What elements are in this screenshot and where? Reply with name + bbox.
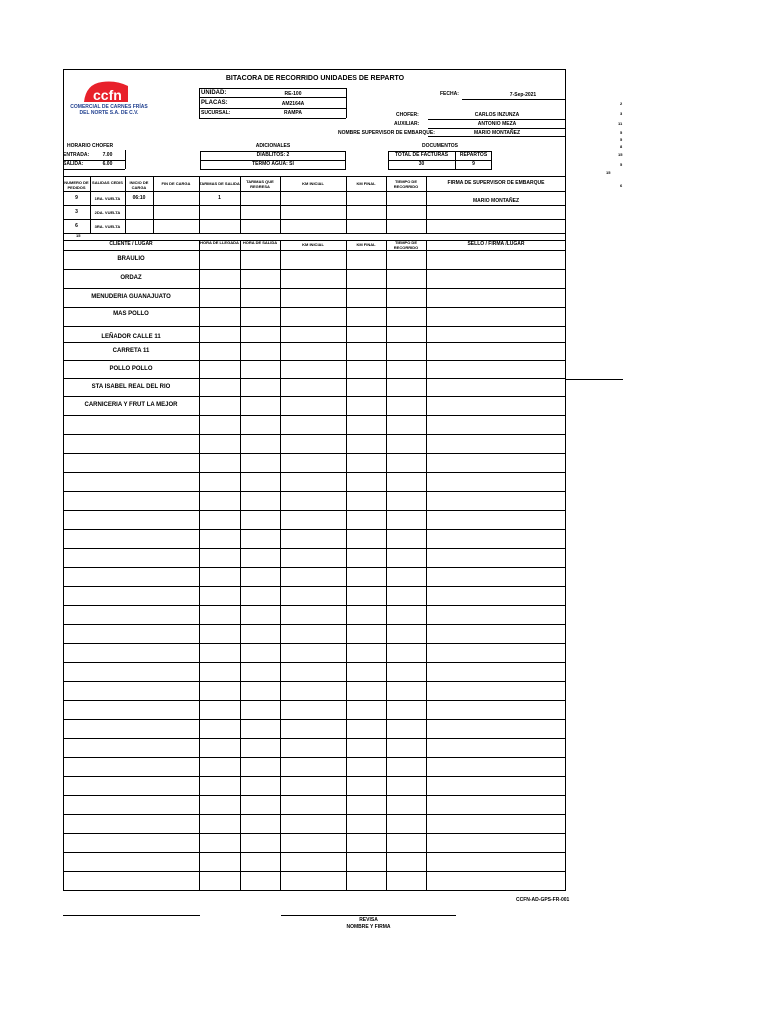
- salida-label: SALIDA:: [63, 161, 84, 167]
- hdr-numero-pedidos: NUMERO DE PEDIDOS: [64, 180, 89, 190]
- client-row-line: [63, 738, 566, 739]
- placas-value: AM2164A: [281, 101, 305, 107]
- client-row-line: [63, 681, 566, 682]
- revisa-label: REVISA: [359, 917, 378, 923]
- client-2: ORDAZ: [120, 275, 142, 281]
- placas-label: PLACAS:: [201, 100, 228, 106]
- svg-text:ccfn: ccfn: [93, 87, 122, 103]
- client-8: STA ISABEL REAL DEL RIO: [91, 384, 171, 390]
- trip-row2-salida: 2DA. VUELTA: [94, 210, 121, 215]
- client-7: POLLO POLLO: [109, 366, 153, 372]
- entrada-value: 7.00: [102, 152, 113, 158]
- trip-row3-pedidos: 6: [75, 223, 78, 229]
- client-row-line: [63, 586, 566, 587]
- client-row-line: [63, 852, 566, 853]
- hdr-firma-supervisor: FIRMA DE SUPERVISOR DE EMBARQUE: [447, 180, 545, 186]
- termo-value: TERMO AGUA: SI: [252, 161, 294, 167]
- hdr-hora-salida: HORA DE SALIDA: [242, 240, 278, 245]
- company-name-line1: COMERCIAL DE CARNES FRÍAS: [70, 104, 148, 110]
- hdr-km-final: KM FINAL: [356, 181, 376, 186]
- client-row-line: [63, 776, 566, 777]
- unidad-value: RE-100: [284, 91, 302, 97]
- chofer-value: CARLOS INZUNZA: [474, 112, 520, 118]
- trip-row1-salida: 1RA. VUELTA: [94, 196, 121, 201]
- trip-row1-pedidos: 9: [75, 195, 78, 201]
- client-row-line: [63, 360, 566, 361]
- nombre-firma-label: NOMBRE Y FIRMA: [346, 924, 391, 930]
- hdr-tarimas-regresa: TARIMAS QUE REGRESA: [246, 179, 274, 189]
- client-row-line: [63, 605, 566, 606]
- hdr-hora-llegada: HORA DE LLEGADA: [200, 240, 239, 245]
- client-row-line: [63, 529, 566, 530]
- company-logo: [80, 76, 132, 104]
- hdr-tarimas-salida: TARIMAS DE SALIDA: [199, 181, 240, 186]
- client-row-line: [63, 326, 566, 327]
- extension-line: [566, 379, 623, 380]
- salida-value: 6.00: [102, 161, 113, 167]
- client-row-line: [63, 307, 566, 308]
- hdr-salidas-cedis: SALIDAS CEDIS: [92, 180, 123, 185]
- auxiliar-value: ANTONIO MEZA: [477, 121, 517, 127]
- trip-total-pedidos: 15: [76, 233, 81, 238]
- client-row-line: [63, 890, 566, 891]
- client-6: CARRETA 11: [112, 348, 150, 354]
- client-row-line: [63, 548, 566, 549]
- repartos-label: REPARTOS: [459, 152, 488, 158]
- client-row-line: [63, 833, 566, 834]
- client-5: LEÑADOR CALLE 11: [101, 334, 161, 340]
- side-number: 15: [606, 170, 611, 175]
- client-row-line: [63, 795, 566, 796]
- adicionales-title: ADICIONALES: [255, 143, 291, 149]
- client-row-line: [63, 269, 566, 270]
- diablitos-value: DIABLITOS: 2: [256, 152, 290, 158]
- side-number: 15: [618, 152, 623, 157]
- documentos-title: DOCUMENTOS: [421, 143, 459, 149]
- page-title: BITACORA DE RECORRIDO UNIDADES DE REPARTO: [225, 75, 405, 82]
- fecha-value: 7-Sep-2021: [509, 92, 537, 98]
- hdr-km-inicial-2: KM INICIAL: [302, 242, 324, 247]
- signature-line-left: [63, 915, 200, 916]
- client-row-line: [63, 491, 566, 492]
- signature-line-revisa: [281, 915, 456, 916]
- form-frame: [63, 69, 566, 891]
- client-row-line: [63, 757, 566, 758]
- trip-firma-value: MARIO MONTAÑEZ: [472, 198, 519, 204]
- side-number: 3: [620, 111, 623, 116]
- client-row-line: [63, 288, 566, 289]
- client-row-line: [63, 510, 566, 511]
- client-row-line: [63, 624, 566, 625]
- fecha-label: FECHA:: [440, 91, 459, 97]
- client-row-line: [63, 378, 566, 379]
- client-row-line: [63, 814, 566, 815]
- entrada-label: ENTRADA:: [63, 152, 90, 158]
- client-row-line: [63, 700, 566, 701]
- hdr-tiempo-recorrido-2: TIEMPO DE RECORRIDO: [393, 240, 419, 250]
- hdr-fin-carga: FIN DE CARGA: [161, 181, 191, 186]
- hdr-km-inicial: KM INICIAL: [302, 181, 324, 186]
- total-facturas-value: 30: [418, 161, 425, 167]
- sucursal-value: RAMPA: [284, 110, 302, 116]
- repartos-value: 9: [472, 161, 475, 167]
- company-name-line2: DEL NORTE S.A. DE C.V.: [79, 110, 139, 116]
- client-row-line: [63, 643, 566, 644]
- hdr-tiempo-recorrido: TIEMPO DE RECORRIDO: [393, 179, 419, 189]
- side-number: 6: [620, 183, 623, 188]
- client-row-line: [63, 662, 566, 663]
- unidad-label: UNIDAD:: [201, 90, 227, 96]
- side-number: 11: [618, 121, 623, 126]
- client-row-line: [63, 719, 566, 720]
- client-row-line: [63, 396, 566, 397]
- client-row-line: [63, 871, 566, 872]
- client-row-line: [63, 472, 566, 473]
- sucursal-label: SUCURSAL:: [201, 110, 231, 116]
- supervisor-label: NOMBRE SUPERVISOR DE EMBARQUE:: [338, 130, 435, 136]
- hdr-inicio-carga: INICIO DE CARGA: [129, 180, 149, 190]
- trip-row1-inicio: 06:10: [132, 195, 146, 201]
- total-facturas-label: TOTAL DE FACTURAS: [394, 152, 449, 158]
- logo-icon: [80, 76, 132, 104]
- client-row-line: [63, 453, 566, 454]
- trip-row3-salida: 3RA. VUELTA: [94, 224, 121, 229]
- side-number: 8: [620, 144, 623, 149]
- client-1: BRAULIO: [117, 256, 145, 262]
- chofer-label: CHOFER:: [396, 112, 419, 118]
- hdr-cliente-lugar: CLIENTE / LUGAR: [109, 241, 153, 247]
- horario-title: HORARIO CHOFER: [67, 143, 114, 149]
- side-number: 2: [620, 101, 623, 106]
- client-row-line: [63, 434, 566, 435]
- client-3: MENUDERIA GUANAJUATO: [91, 294, 171, 300]
- auxiliar-label: AUXILIAR:: [394, 121, 420, 127]
- trip-row2-pedidos: 3: [75, 209, 78, 215]
- side-number: 5: [620, 130, 623, 135]
- supervisor-value: MARIO MONTAÑEZ: [473, 130, 520, 136]
- hdr-km-final-2: KM FINAL: [356, 242, 376, 247]
- client-row-line: [63, 567, 566, 568]
- trip-row1-tarimas: 1: [218, 195, 221, 201]
- form-code: CCFN-AD-GPS-FR-001: [516, 897, 570, 903]
- side-number: 5: [620, 162, 623, 167]
- client-row-line: [63, 342, 566, 343]
- hdr-sello-firma: SELLO / FIRMA /LUGAR: [467, 241, 525, 247]
- client-4: MAS POLLO: [113, 311, 149, 317]
- client-9: CARNICERIA Y FRUT LA MEJOR: [84, 402, 178, 408]
- side-number: 5: [620, 137, 623, 142]
- client-row-line: [63, 415, 566, 416]
